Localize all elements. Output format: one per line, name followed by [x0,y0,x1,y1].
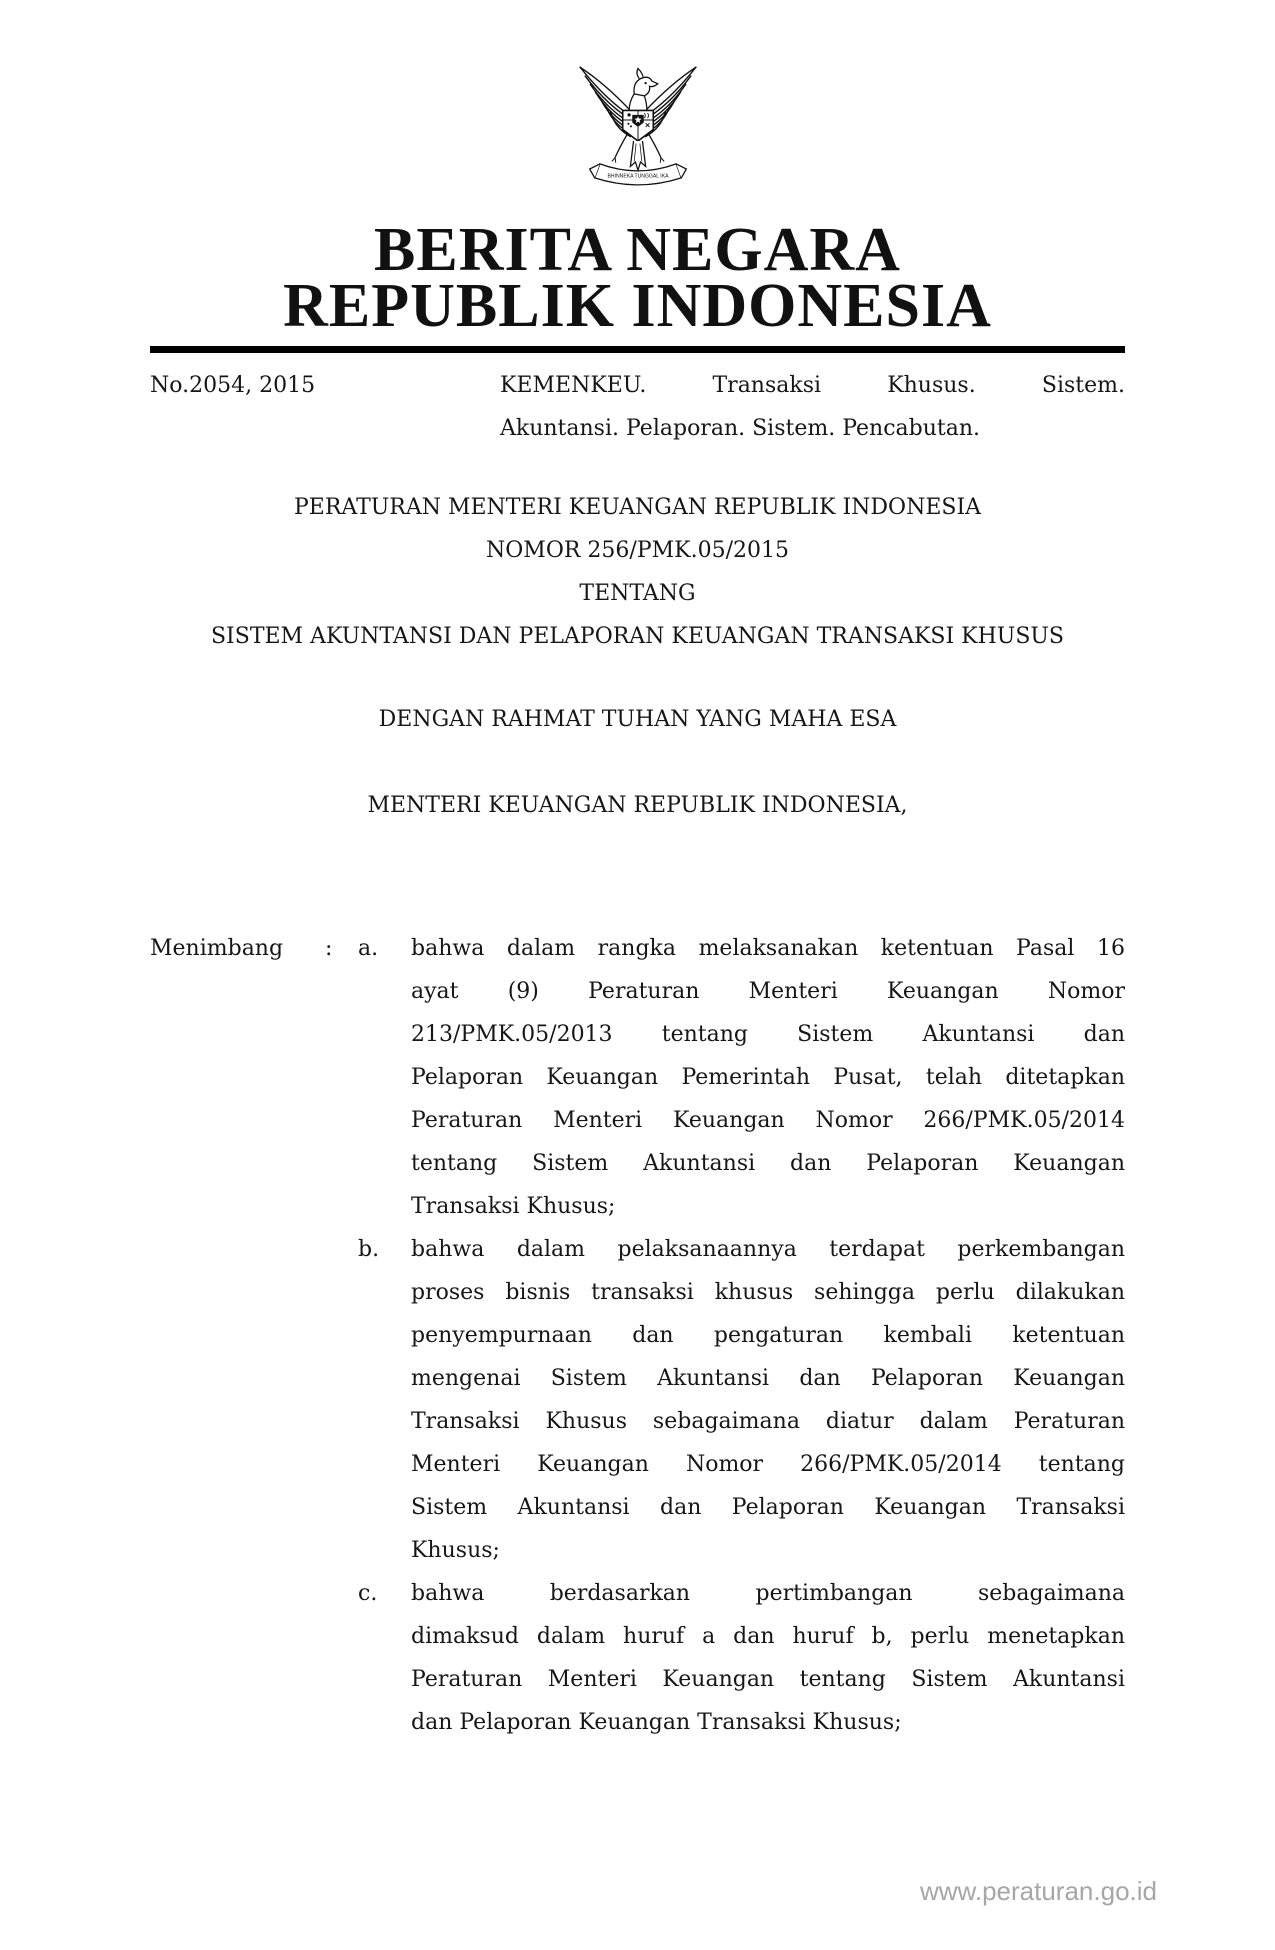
considering-items [358,927,1125,1744]
consideration-line: Khusus; [411,1538,500,1563]
item-text [411,1572,1125,1744]
consideration-line: Pelaporan Keuangan Pemerintah Pusat, telah ditetapkan [411,1065,1125,1090]
consideration-line: tentang Sistem Akuntansi dan Pelaporan Keuangan [411,1151,1125,1176]
issue-number: No.2054, 2015 [150,373,316,398]
consideration-line: penyempurnaan dan pengaturan kembali ketentuan [411,1323,1125,1348]
masthead [150,216,1125,340]
subject-line-2: Akuntansi. Pelaporan. Sistem. Pencabutan. [500,416,981,441]
consideration-line: ayat (9) Peraturan Menteri Keuangan Nomor [411,979,1125,1004]
watermark-url: www.peraturan.go.id [919,1876,1157,1906]
title-line-regulation: PERATURAN MENTERI KEUANGAN REPUBLIK INDONESIA [293,495,982,520]
considering-section [150,927,1125,1744]
item-letter: c. [358,1581,378,1606]
page-content [0,52,1275,1744]
item-text [411,1228,1125,1572]
consideration-item-b [358,1228,1125,1572]
consideration-line: bahwa dalam rangka melaksanakan ketentuan Pasal 16 [411,936,1125,961]
item-letter: b. [358,1237,380,1262]
masthead-divider [150,346,1125,353]
consideration-line: Sistem Akuntansi dan Pelaporan Keuangan Transaksi [411,1495,1125,1520]
invocation-line: DENGAN RAHMAT TUHAN YANG MAHA ESA [378,707,897,732]
consideration-line: dimaksud dalam huruf a dan huruf b, perlu menetapkan [411,1624,1125,1649]
consideration-line: bahwa dalam pelaksanaannya terdapat perkembangan [411,1237,1125,1262]
garuda-pancasila-emblem [568,52,708,202]
consideration-line: mengenai Sistem Akuntansi dan Pelaporan Keuangan [411,1366,1125,1391]
issue-meta-row [150,364,1125,450]
consideration-line: Peraturan Menteri Keuangan Nomor 266/PMK.05/2014 [411,1108,1125,1133]
consideration-line: Peraturan Menteri Keuangan tentang Sistem Akuntansi [411,1667,1125,1692]
consideration-item-a [358,927,1125,1228]
title-line-tentang: TENTANG [579,581,696,606]
item-text [411,927,1125,1228]
subject-block [500,364,1125,450]
title-line-number: NOMOR 256/PMK.05/2015 [486,538,789,563]
consideration-line: Menteri Keuangan Nomor 266/PMK.05/2014 tentang [411,1452,1125,1477]
masthead-line-1: BERITA NEGARA [374,216,901,284]
consideration-line: 213/PMK.05/2013 tentang Sistem Akuntansi dan [411,1022,1125,1047]
consideration-line: proses bisnis transaksi khusus sehingga perlu dilakukan [411,1280,1125,1305]
subject-line-1: KEMENKEU. Transaksi Khusus. Sistem. [500,373,1125,398]
consideration-item-c [358,1572,1125,1744]
authority-line: MENTERI KEUANGAN REPUBLIK INDONESIA, [367,793,908,818]
masthead-line-2: REPUBLIK INDONESIA [283,272,992,340]
motto-text: BHINNEKA TUNGGAL IKA [607,173,668,180]
consideration-line: Transaksi Khusus; [411,1194,616,1219]
consideration-line: bahwa berdasarkan pertimbangan sebagaimana [411,1581,1125,1606]
considering-label: Menimbang [150,936,284,961]
item-letter: a. [358,936,379,961]
consideration-line: Transaksi Khusus sebagaimana diatur dalam Peraturan [411,1409,1125,1434]
title-line-subject: SISTEM AKUNTANSI DAN PELAPORAN KEUANGAN TRANSAKSI KHUSUS [210,624,1064,649]
garuda-emblem-icon [568,52,708,202]
considering-colon: : [325,936,333,961]
consideration-line: dan Pelaporan Keuangan Transaksi Khusus; [411,1710,902,1735]
regulation-title [150,486,1125,658]
